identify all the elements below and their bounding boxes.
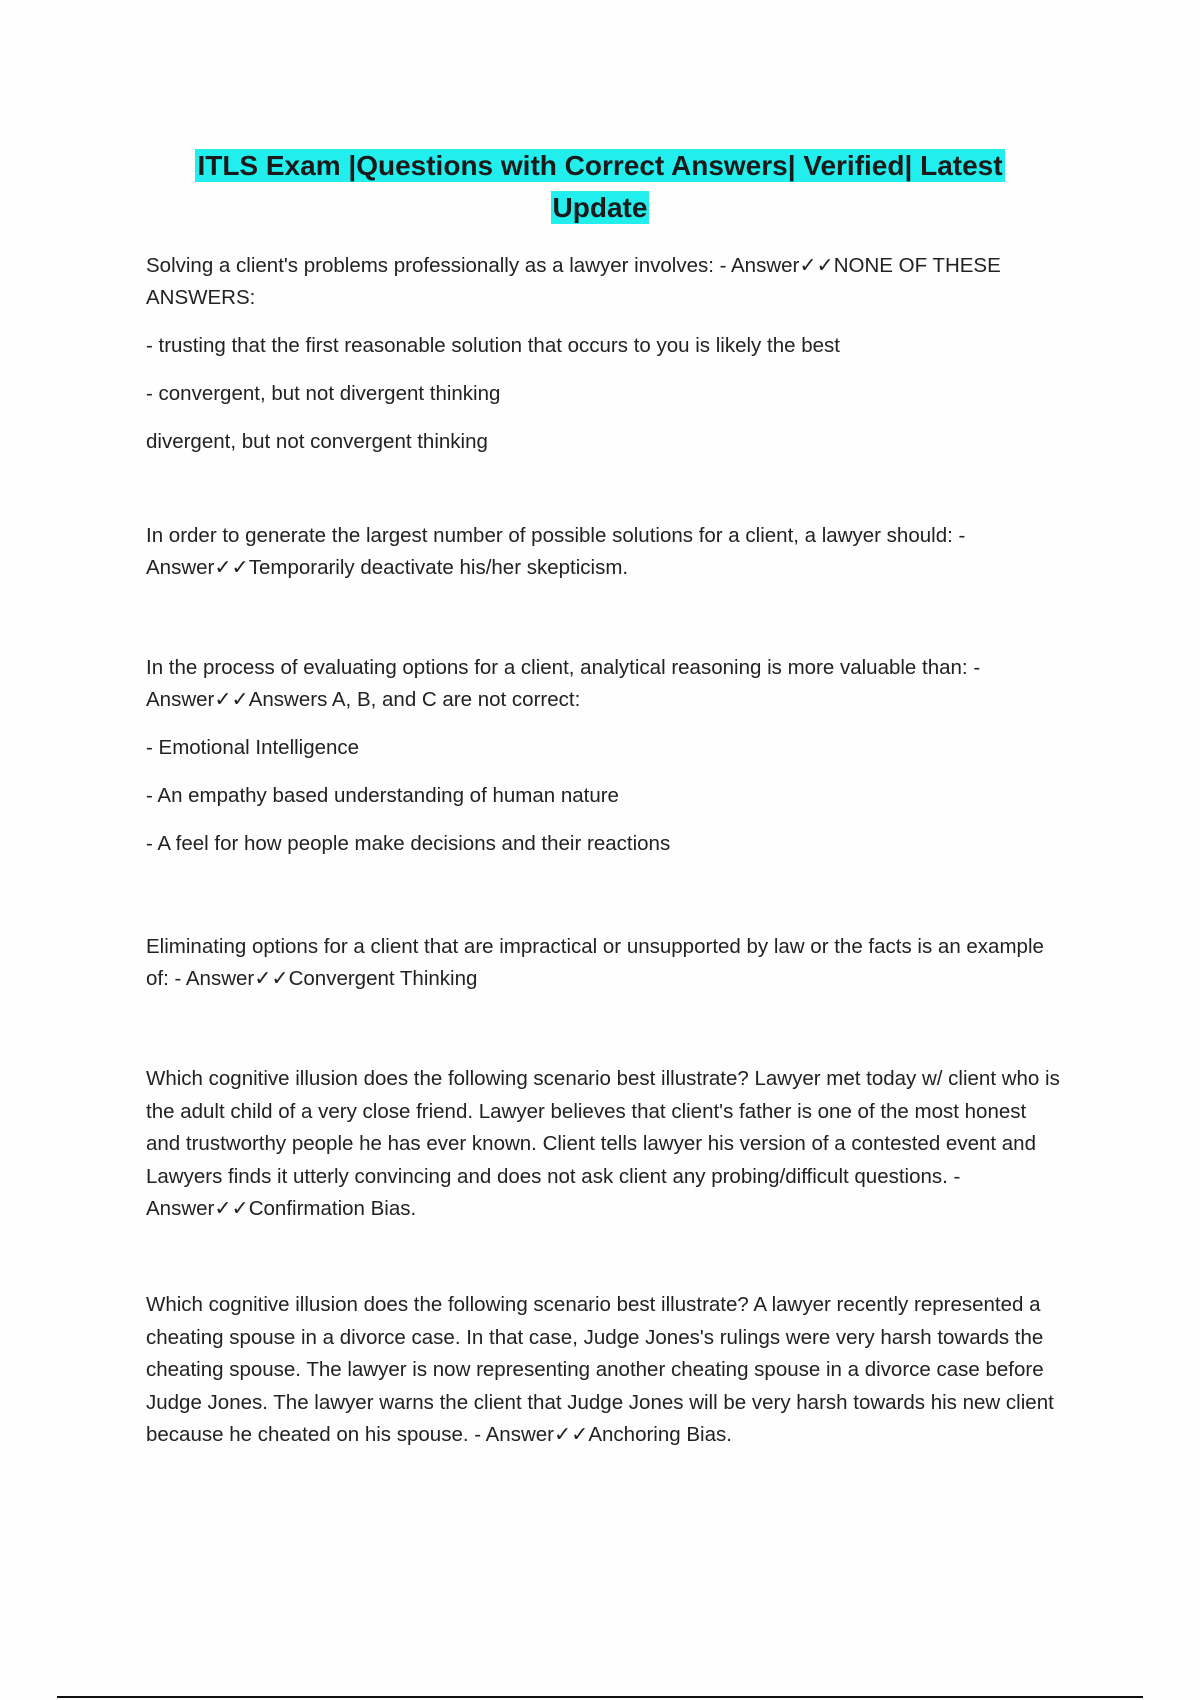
question-block-3	[146, 652, 1066, 876]
answer-option: - An empathy based understanding of human nature	[146, 784, 619, 807]
answer-option: - Emotional Intelligence	[146, 736, 360, 759]
document-title	[130, 145, 1070, 229]
title-line-1: ITLS Exam |Questions with Correct Answers| Verified| Latest	[197, 150, 1003, 181]
question-text: Solving a client's problems professionally as a lawyer involves: - Answer✓✓NONE OF THESE ANSWERS:	[146, 254, 1001, 309]
title-line-2: Update	[552, 192, 648, 223]
page-bottom-rule	[57, 1696, 1143, 1698]
answer-option: - A feel for how people make decisions and their reactions	[146, 832, 671, 855]
question-block-1	[146, 250, 1066, 474]
answer-option: divergent, but not convergent thinking	[146, 430, 488, 453]
question-block-6	[146, 1289, 1066, 1468]
question-text: In order to generate the largest number of possible solutions for a client, a lawyer should: - Answer✓✓Temporarily deactivate his/her skepticism.	[146, 524, 966, 579]
question-text: Which cognitive illusion does the following scenario best illustrate? Lawyer met today w/ client who is the adult child of a very close friend. Lawyer believes that client's father is one of the most honest and trustworthy people he has ever known. Client tells lawyer his version of a contested event and Lawyers finds it utterly convincing and does not ask client any probing/difficult questions. - Answer✓✓Confirmation Bias.	[146, 1067, 1060, 1220]
question-block-2	[146, 520, 1066, 600]
answer-option: - convergent, but not divergent thinking	[146, 382, 501, 405]
question-text: In the process of evaluating options for a client, analytical reasoning is more valuable than: - Answer✓✓Answers A, B, and C are not correct:	[146, 656, 981, 711]
answer-option: - trusting that the first reasonable solution that occurs to you is likely the best	[146, 334, 840, 357]
question-block-5	[146, 1063, 1066, 1242]
question-block-4	[146, 931, 1066, 1011]
question-text: Which cognitive illusion does the following scenario best illustrate? A lawyer recently represented a cheating spouse in a divorce case. In that case, Judge Jones's rulings were very harsh towards the cheating spouse. The lawyer is now representing another cheating spouse in a divorce case before Judge Jones. The lawyer warns the client that Judge Jones will be very harsh towards his new client because he cheated on his spouse. - Answer✓✓Anchoring Bias.	[146, 1293, 1054, 1446]
question-text: Eliminating options for a client that are impractical or unsupported by law or the facts is an example of: - Answer✓✓Convergent Thinking	[146, 935, 1044, 990]
